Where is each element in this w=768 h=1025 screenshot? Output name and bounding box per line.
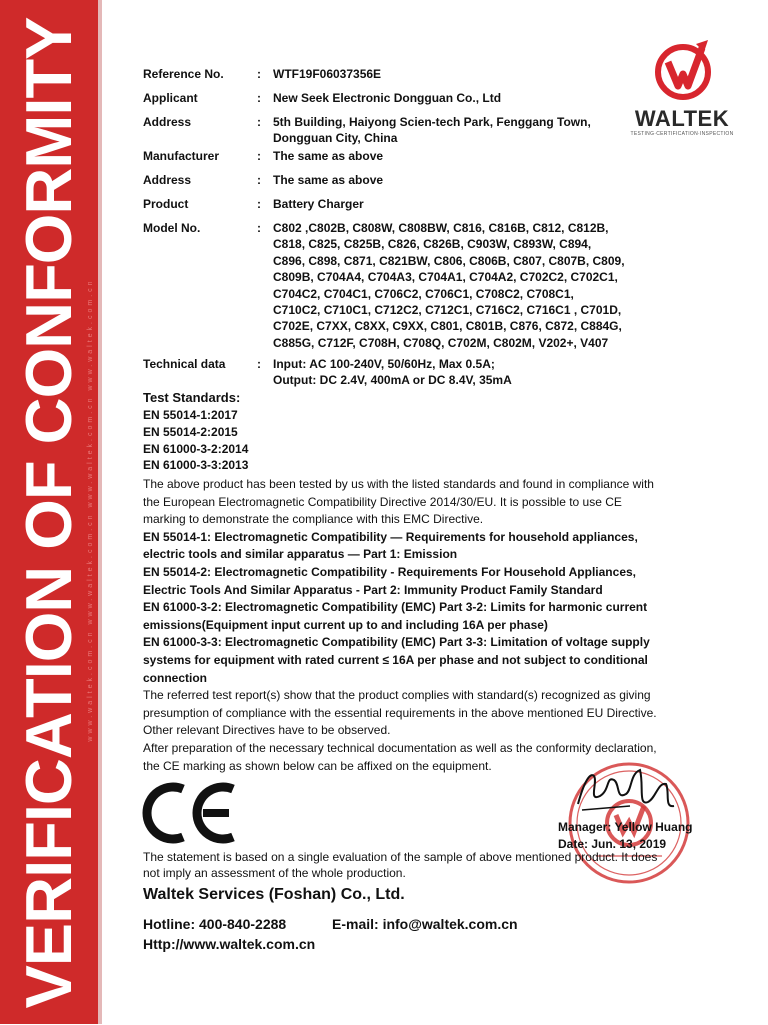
- signoff-date: Date: Jun. 13, 2019: [558, 837, 667, 851]
- logo-name: WALTEK: [634, 106, 730, 131]
- field-value: The same as above: [273, 149, 384, 163]
- footer-hotline: Hotline: 400-840-2288: [143, 916, 287, 932]
- field-separator: :: [257, 149, 261, 163]
- ce-mark-icon: [141, 781, 241, 845]
- text-line: EN 55014-2: Electromagnetic Compatibility - Requirements For Household Appliances,: [143, 564, 636, 579]
- standard-item: EN 55014-1:2017: [143, 408, 238, 422]
- text-line: Electric Tools And Similar Apparatus - Part 2: Immunity Product Family Standard: [143, 582, 603, 597]
- field-value: [273, 220, 653, 351]
- text-line: not imply an assessment of the whole production.: [143, 866, 406, 880]
- text-line: EN 55014-1: Electromagnetic Compatibility — Requirements for household appliances,: [143, 529, 638, 544]
- field-value: Battery Charger: [273, 197, 364, 211]
- field-separator: :: [257, 197, 261, 211]
- text-line: marking to demonstrate the compliance with this EMC Directive.: [143, 512, 484, 527]
- footer-company: Waltek Services (Foshan) Co., Ltd.: [143, 886, 405, 903]
- text-line: the European Electromagnetic Compatibility Directive 2014/30/EU. It is possible to use CE: [143, 494, 622, 509]
- side-banner-edge: [98, 0, 102, 1024]
- text-line: EN 61000-3-3: Electromagnetic Compatibility (EMC) Part 3-3: Limitation of voltage supply: [143, 635, 650, 650]
- ce-mark: [141, 781, 241, 850]
- text-line: EN 61000-3-2: Electromagnetic Compatibility (EMC) Part 3-2: Limits for harmonic current: [143, 600, 648, 615]
- field-separator: :: [257, 357, 261, 371]
- technical-line: Input: AC 100-240V, 50/60Hz, Max 0.5A;: [273, 357, 495, 371]
- field-value: [273, 356, 653, 389]
- field-separator: :: [257, 115, 261, 129]
- standards-list: [143, 407, 248, 474]
- signature-scribble-icon: [570, 762, 680, 822]
- text-line: presumption of compliance with the essential requirements in the above mentioned EU Directive.: [143, 705, 657, 720]
- manager-name: Manager: Yellow Huang: [558, 820, 693, 834]
- footer-website[interactable]: Http://www.waltek.com.cn: [143, 936, 316, 952]
- model-line: C818, C825, C825B, C826, C826B, C903W, C893W, C894,: [273, 237, 592, 252]
- address-line: Dongguan City, China: [273, 131, 398, 146]
- text-line: Other relevant Directives have to be observed.: [143, 723, 391, 738]
- field-label: Manufacturer: [143, 149, 220, 163]
- field-separator: :: [257, 67, 261, 81]
- statement-text: [143, 849, 703, 881]
- waltek-emblem-icon: [652, 38, 714, 102]
- model-line: C702E, C7XX, C8XX, C9XX, C801, C801B, C876, C872, C884G,: [273, 319, 622, 334]
- text-line: The referred test report(s) show that the product complies with standard(s) recognized as giving: [143, 688, 651, 703]
- standard-item: EN 55014-2:2015: [143, 424, 238, 439]
- field-label: Technical data: [143, 357, 226, 371]
- standard-description: [143, 529, 703, 564]
- standard-description: [143, 564, 703, 599]
- text-line: emissions(Equipment input current up to and including 16A per phase): [143, 617, 548, 632]
- field-label: Model No.: [143, 221, 201, 235]
- model-line: C896, C898, C871, C821BW, C806, C806B, C807, C807B, C809,: [273, 253, 625, 268]
- field-value: The same as above: [273, 173, 384, 187]
- field-value: WTF19F06037356E: [273, 67, 382, 81]
- footer-email[interactable]: E-mail: info@waltek.com.cn: [332, 916, 518, 932]
- model-line: C885G, C712F, C708H, C708Q, C702M, C802M, V202+, V407: [273, 335, 609, 350]
- standard-description: [143, 599, 703, 634]
- side-banner-text: VERIFICATION OF CONFORMITY: [12, 17, 85, 1009]
- text-line: The above product has been tested by us with the listed standards and found in compliance with: [143, 477, 654, 491]
- field-label: Address: [143, 173, 192, 187]
- technical-line: Output: DC 2.4V, 400mA or DC 8.4V, 35mA: [273, 373, 512, 388]
- model-line: C802 ,C802B, C808W, C808BW, C816, C816B, C812, C812B,: [273, 221, 609, 235]
- text-line: systems for equipment with rated current ≤ 16A per phase and not subject to conditional: [143, 652, 648, 667]
- model-line: C704C2, C704C1, C706C2, C706C1, C708C2, C708C1,: [273, 286, 574, 301]
- text-line: electric tools and similar apparatus — Part 1: Emission: [143, 547, 458, 562]
- text-line: The statement is based on a single evaluation of the sample of above mentioned product. It does: [143, 850, 658, 864]
- compliance-paragraph: [143, 687, 703, 740]
- compliance-text: [143, 476, 703, 775]
- field-separator: :: [257, 221, 261, 235]
- field-label: Reference No.: [143, 67, 224, 81]
- standard-description: [143, 634, 703, 687]
- field-value: [273, 114, 653, 147]
- field-label: Applicant: [143, 91, 198, 105]
- standard-item: EN 61000-3-3:2013: [143, 458, 249, 473]
- signature: [570, 762, 680, 827]
- field-label: Address: [143, 115, 192, 129]
- compliance-paragraph: [143, 476, 703, 529]
- logo-tagline: TESTING·CERTIFICATION·INSPECTION: [630, 131, 734, 137]
- field-separator: :: [257, 91, 261, 105]
- standard-item: EN 61000-3-2:2014: [143, 441, 249, 456]
- model-line: C710C2, C710C1, C712C2, C712C1, C716C2, C716C1 , C701D,: [273, 303, 622, 318]
- model-line: C809B, C704A4, C704A3, C704A1, C704A2, C702C2, C702C1,: [273, 270, 618, 285]
- field-separator: :: [257, 173, 261, 187]
- text-line: After preparation of the necessary technical documentation as well as the conformity declaration,: [143, 740, 657, 755]
- text-line: the CE marking as shown below can be affixed on the equipment.: [143, 758, 492, 773]
- address-line: 5th Building, Haiyong Scien-tech Park, Fenggang Town,: [273, 115, 591, 129]
- field-value: New Seek Electronic Dongguan Co., Ltd: [273, 91, 502, 105]
- field-label: Product: [143, 197, 189, 211]
- text-line: connection: [143, 670, 208, 685]
- side-watermark: www.waltek.com.cn www.waltek.com.cn www.waltek.com.cn www.waltek.com.cn: [87, 278, 94, 742]
- standards-title: Test Standards:: [143, 390, 241, 405]
